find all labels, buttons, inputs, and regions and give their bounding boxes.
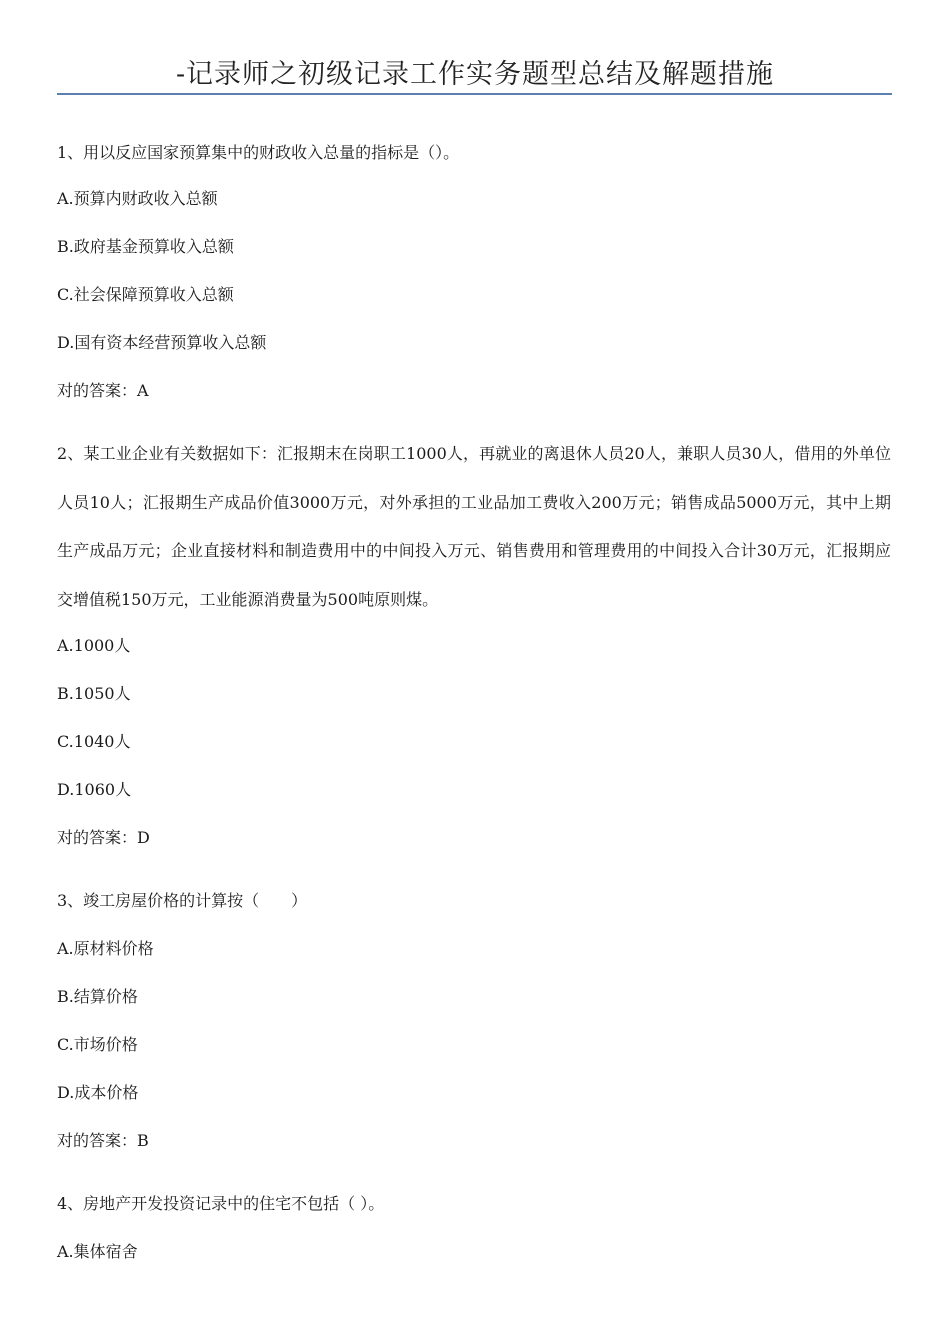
question-2-option-a: A.1000人 bbox=[57, 636, 131, 655]
question-1-answer: 对的答案：A bbox=[57, 381, 149, 400]
question-2-answer: 对的答案：D bbox=[57, 828, 150, 847]
question-3-stem: 3、竣工房屋价格的计算按（ ） bbox=[57, 891, 308, 910]
question-1-option-a: A.预算内财政收入总额 bbox=[57, 189, 218, 208]
question-1-option-c: C.社会保障预算收入总额 bbox=[57, 285, 234, 304]
question-4-option-a: A.集体宿舍 bbox=[57, 1242, 138, 1261]
question-2-option-c: C.1040人 bbox=[57, 732, 131, 751]
question-3-option-b: B.结算价格 bbox=[57, 987, 138, 1006]
question-3-option-c: C.市场价格 bbox=[57, 1035, 138, 1054]
question-2-option-b: B.1050人 bbox=[57, 684, 131, 703]
question-1-stem: 1、用以反应国家预算集中的财政收入总量的指标是（）。 bbox=[57, 143, 460, 162]
question-4-stem: 4、房地产开发投资记录中的住宅不包括（ ）。 bbox=[57, 1194, 385, 1213]
question-1-option-b: B.政府基金预算收入总额 bbox=[57, 237, 234, 256]
document-title: -记录师之初级记录工作实务题型总结及解题措施 bbox=[175, 59, 775, 90]
question-3-answer: 对的答案：B bbox=[57, 1131, 149, 1150]
title-underline bbox=[57, 93, 892, 95]
question-1-option-d: D.国有资本经营预算收入总额 bbox=[57, 333, 267, 352]
question-3-option-a: A.原材料价格 bbox=[57, 939, 154, 958]
question-2-stem: 2、某工业企业有关数据如下：汇报期末在岗职工1000人，再就业的离退休人员20人，兼职人员30人，借用的外单位人员10人；汇报期生产成品价值3000万元，对外承担的工业品加工费收入200万元；销售成品5000万元，其中上期生产成品万元；企业直接材料和制造费用中的中间投入万元、销售费用和管理费用的中间投入合计30万元，汇报期应交增值税150万元，工业能源消费量为500吨原则煤。 bbox=[57, 444, 891, 609]
question-2-option-d: D.1060人 bbox=[57, 780, 132, 799]
question-3-option-d: D.成本价格 bbox=[57, 1083, 139, 1102]
